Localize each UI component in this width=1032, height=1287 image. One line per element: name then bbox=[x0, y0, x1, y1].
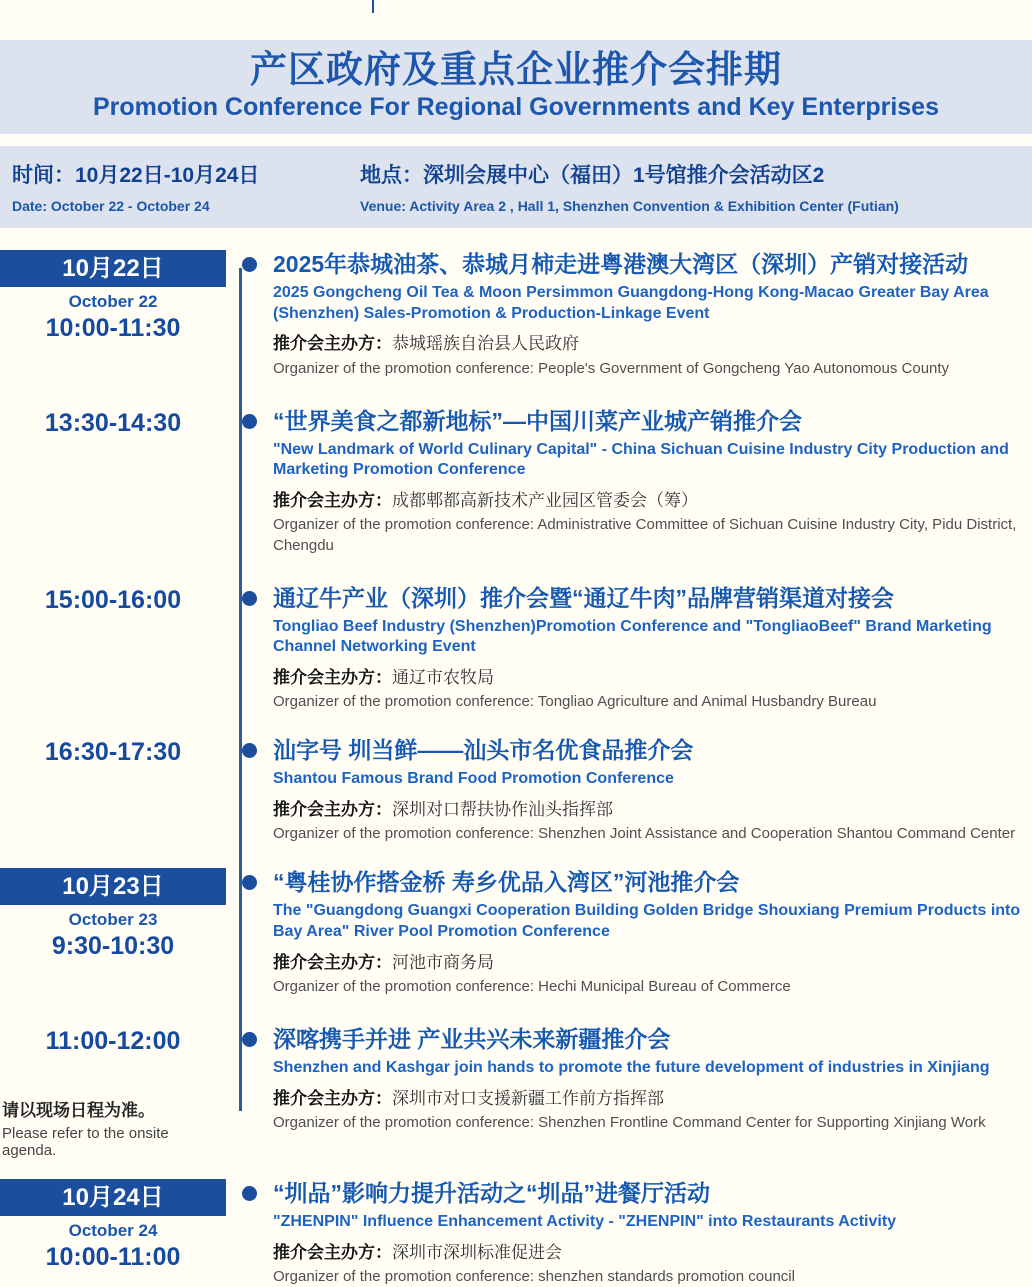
session-row bbox=[0, 250, 1032, 379]
event-title-en: Shantou Famous Brand Food Promotion Conference bbox=[273, 770, 674, 788]
event-title-en: "ZHENPIN" Influence Enhancement Activity - "ZHENPIN" into Restaurants Activity bbox=[273, 1212, 897, 1230]
timeline-dot bbox=[242, 875, 257, 890]
event-organizer-en: Organizer of the promotion conference: shenzhen standards promotion council bbox=[273, 1267, 795, 1285]
event-details bbox=[273, 584, 1032, 713]
organizer-name: 深圳对口帮扶协作汕头指挥部 bbox=[392, 800, 613, 819]
date-label-en: October 23 bbox=[68, 910, 158, 930]
event-title-en: The "Guangdong Guangxi Cooperation Building Golden Bridge Shouxiang Premium Products into Bay Area" River Pool Promotion Conference bbox=[273, 902, 1021, 940]
event-organizer-cn bbox=[273, 799, 1028, 821]
schedule-timeline bbox=[0, 228, 1032, 1287]
session-time: 9:30-10:30 bbox=[51, 932, 175, 961]
info-bar bbox=[0, 146, 1032, 228]
note-en: Please refer to the onsite agenda. bbox=[2, 1125, 169, 1160]
event-title-en: Shenzhen and Kashgar join hands to promote the future development of industries in Xinjiang bbox=[273, 1058, 990, 1076]
session-time-column bbox=[0, 584, 226, 713]
timeline-dot-column bbox=[226, 584, 273, 713]
event-details bbox=[273, 250, 1032, 379]
event-title-cn: 2025年恭城油茶、恭城月柿走进粤港澳大湾区（深圳）产销对接活动 bbox=[273, 251, 969, 278]
timeline-dot-column bbox=[226, 868, 273, 997]
event-title-en: Tongliao Beef Industry (Shenzhen)Promotion Conference and "TongliaoBeef" Brand Marketing Channel Networking Event bbox=[273, 617, 992, 656]
event-details bbox=[273, 1025, 1032, 1159]
organizer-name: 通辽市农牧局 bbox=[392, 668, 494, 688]
organizer-label: 推介会主办方： bbox=[273, 800, 392, 819]
timeline-line bbox=[239, 268, 242, 1111]
session-time: 13:30-14:30 bbox=[44, 408, 182, 437]
event-organizer-cn bbox=[273, 490, 1028, 512]
event-organizer-en: Organizer of the promotion conference: People's Government of Gongcheng Yao Autonomous County bbox=[273, 359, 950, 377]
session-time: 10:00-11:30 bbox=[45, 314, 181, 343]
event-details bbox=[273, 736, 1032, 844]
session-row bbox=[0, 736, 1032, 844]
onsite-agenda-note bbox=[0, 1096, 226, 1159]
event-organizer-cn bbox=[273, 667, 1028, 689]
session-row bbox=[0, 1025, 1032, 1159]
event-organizer-cn bbox=[273, 1088, 1028, 1110]
session-time: 16:30-17:30 bbox=[44, 738, 182, 767]
session-time-column bbox=[0, 1179, 226, 1287]
timeline-dot bbox=[242, 1032, 257, 1047]
timeline-dot-column bbox=[226, 407, 273, 556]
timeline-dot bbox=[242, 743, 257, 758]
info-date-column bbox=[12, 159, 360, 214]
top-tick-mark bbox=[372, 0, 374, 13]
event-dates-en: Date: October 22 - October 24 bbox=[12, 198, 210, 215]
event-organizer-cn bbox=[273, 1242, 1028, 1264]
organizer-label: 推介会主办方： bbox=[273, 952, 392, 972]
timeline-dot bbox=[242, 1186, 257, 1201]
event-venue-cn: 地点：深圳会展中心（福田）1号馆推介会活动区2 bbox=[360, 164, 825, 188]
organizer-label: 推介会主办方： bbox=[273, 1242, 392, 1262]
page-header bbox=[0, 40, 1032, 134]
session-row bbox=[0, 868, 1032, 997]
organizer-label: 推介会主办方： bbox=[273, 491, 392, 511]
organizer-label: 推介会主办方： bbox=[273, 334, 392, 354]
event-organizer-en: Organizer of the promotion conference: Shenzhen Joint Assistance and Cooperation Shantou Command Center bbox=[273, 825, 1016, 843]
event-dates-cn: 时间：10月22日-10月24日 bbox=[12, 164, 260, 188]
timeline-dot-column bbox=[226, 1179, 273, 1287]
session-time: 15:00-16:00 bbox=[44, 585, 182, 614]
event-organizer-en: Organizer of the promotion conference: Shenzhen Frontline Command Center for Supporting Xinjiang Work bbox=[273, 1113, 986, 1131]
page-subtitle: Promotion Conference For Regional Governments and Key Enterprises bbox=[92, 93, 939, 122]
timeline-dot-column bbox=[226, 1025, 273, 1159]
info-venue-column bbox=[360, 159, 1020, 214]
event-organizer-en: Organizer of the promotion conference: Hechi Municipal Bureau of Commerce bbox=[273, 977, 791, 995]
session-time-column bbox=[0, 250, 226, 379]
session-row bbox=[0, 1179, 1032, 1287]
session-time-column bbox=[0, 736, 226, 844]
session-row bbox=[0, 584, 1032, 713]
date-label-en: October 22 bbox=[68, 292, 158, 312]
note-cn: 请以现场日程为准。 bbox=[2, 1101, 155, 1121]
event-title-cn: “粤桂协作搭金桥 寿乡优品入湾区”河池推介会 bbox=[273, 869, 740, 896]
event-details bbox=[273, 1179, 1032, 1287]
event-venue-en: Venue: Activity Area 2 , Hall 1, Shenzhen Convention & Exhibition Center (Futian) bbox=[360, 198, 899, 215]
session-time: 10:00-11:00 bbox=[45, 1243, 181, 1272]
event-title-cn: “圳品”影响力提升活动之“圳品”进餐厅活动 bbox=[273, 1180, 710, 1207]
event-details bbox=[273, 868, 1032, 997]
event-organizer-en: Organizer of the promotion conference: Tongliao Agriculture and Animal Husbandry Bureau bbox=[273, 693, 877, 711]
session-time-column bbox=[0, 407, 226, 556]
organizer-name: 恭城瑶族自治县人民政府 bbox=[392, 334, 579, 354]
event-title-cn: 深喀携手并进 产业共兴未来新疆推介会 bbox=[273, 1026, 671, 1053]
event-title-cn: “世界美食之都新地标”—中国川菜产业城产销推介会 bbox=[273, 407, 802, 434]
timeline-dot-column bbox=[226, 250, 273, 379]
organizer-name: 成都郫都高新技术产业园区管委会（筹） bbox=[392, 491, 698, 511]
date-label-en: October 24 bbox=[68, 1221, 158, 1241]
page-title: 产区政府及重点企业推介会排期 bbox=[250, 49, 782, 90]
event-organizer-cn bbox=[273, 333, 1028, 355]
session-time-column bbox=[0, 868, 226, 997]
timeline-dot-column bbox=[226, 736, 273, 844]
date-block-oct23: 10月23日 bbox=[0, 868, 226, 905]
timeline-dot bbox=[242, 257, 257, 272]
organizer-name: 深圳市对口支援新疆工作前方指挥部 bbox=[392, 1088, 664, 1108]
timeline-dot bbox=[242, 414, 257, 429]
top-strip bbox=[0, 0, 1032, 40]
event-organizer-en: Organizer of the promotion conference: Administrative Committee of Sichuan Cuisine Industry City, Pidu District, Chengdu bbox=[273, 516, 1017, 554]
session-time: 11:00-12:00 bbox=[45, 1027, 181, 1056]
event-title-cn: 通辽牛产业（深圳）推介会暨“通辽牛肉”品牌营销渠道对接会 bbox=[273, 584, 894, 611]
organizer-label: 推介会主办方： bbox=[273, 668, 392, 688]
date-block-oct22: 10月22日 bbox=[0, 250, 226, 287]
event-details bbox=[273, 407, 1032, 556]
organizer-name: 河池市商务局 bbox=[392, 952, 494, 972]
event-title-cn: 汕字号 圳当鲜——汕头市名优食品推介会 bbox=[273, 737, 694, 764]
session-row bbox=[0, 407, 1032, 556]
timeline-dot bbox=[242, 591, 257, 606]
event-organizer-cn bbox=[273, 952, 1028, 974]
event-title-en: 2025 Gongcheng Oil Tea & Moon Persimmon Guangdong-Hong Kong-Macao Greater Bay Area (Shenzhen) Sales-Promotion & Production-Linkage Event bbox=[273, 283, 989, 322]
session-time-column bbox=[0, 1025, 226, 1159]
event-title-en: "New Landmark of World Culinary Capital" - China Sichuan Cuisine Industry City Production and Marketing Promotion Conference bbox=[273, 440, 1009, 479]
organizer-label: 推介会主办方： bbox=[273, 1088, 392, 1108]
organizer-name: 深圳市深圳标准促进会 bbox=[392, 1242, 562, 1262]
date-block-oct24: 10月24日 bbox=[0, 1179, 226, 1216]
